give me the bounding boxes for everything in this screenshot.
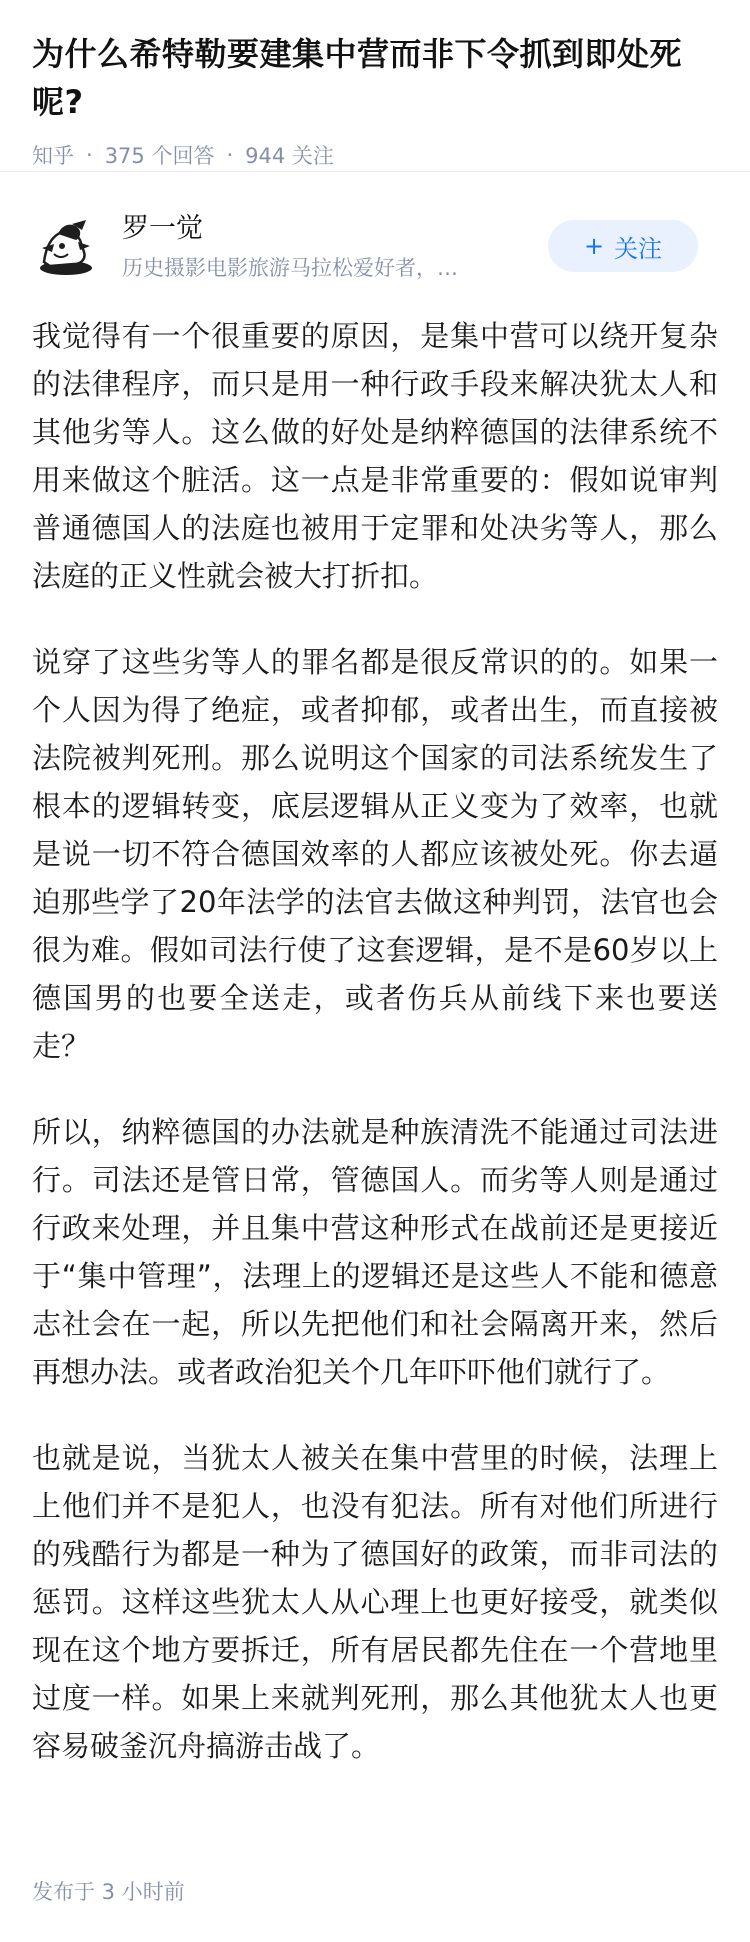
follower-count: 944 关注 <box>245 144 334 168</box>
follow-button-label: 关注 <box>614 234 663 263</box>
answer-paragraph: 所以，纳粹德国的办法就是种族清洗不能通过司法进行。司法还是管日常，管德国人。而劣等人则是通过行政来处理，并且集中营这种形式在战前还是更接近于“集中管理”，法理上的逻辑还是这些人不能和德意志社会在一起，所以先把他们和社会隔离开来，然后再想办法。或者政治犯关个几年吓吓他们就行了。 <box>32 1115 718 1389</box>
avatar[interactable] <box>32 212 100 280</box>
answer-paragraph: 也就是说，当犹太人被关在集中营里的时候，法理上上他们并不是犯人，也没有犯法。所有对他们所进行的残酷行为都是一种为了德国好的政策，而非司法的惩罚。这样这些犹太人从心理上也更好接受，就类似现在这个地方要拆迁，所有居民都先住在一个营地里过度一样。如果上来就判死刑，那么其他犹太人也更容易破釜沉舟搞游击战了。 <box>32 1441 718 1763</box>
answer-paragraph: 我觉得有一个很重要的原因，是集中营可以绕开复杂的法律程序，而只是用一种行政手段来解决犹太人和其他劣等人。这么做的好处是纳粹德国的法律系统不用来做这个脏活。这一点是非常重要的：假如说审判普通德国人的法庭也被用于定罪和处决劣等人，那么法庭的正义性就会被大打折扣。 <box>32 319 718 593</box>
plus-icon: + <box>583 232 605 260</box>
follow-button[interactable] <box>548 220 698 272</box>
avatar-image <box>32 212 100 280</box>
question-header <box>0 0 750 172</box>
meta-separator: · <box>86 143 93 167</box>
source-label: 知乎 <box>32 144 74 168</box>
answer-paragraph: 说穿了这些劣等人的罪名都是很反常识的的。如果一个人因为得了绝症，或者抑郁，或者出生，而直接被法院被判死刑。那么说明这个国家的司法系统发生了根本的逻辑转变，底层逻辑从正义变为了效率，也就是说一切不符合德国效率的人都应该被处死。你去逼迫那些学了20年法学的法官去做这种判罚，法官也会很为难。假如司法行使了这套逻辑，是不是60岁以上德国男的也要全送走，或者伤兵从前线下来也要送走？ <box>32 645 718 1063</box>
answer-count[interactable]: 375 个回答 <box>104 144 215 168</box>
meta-separator: · <box>226 143 234 167</box>
question-title[interactable]: 为什么希特勒要建集中营而非下令抓到即处死呢? <box>32 35 683 121</box>
answer-content <box>0 302 750 1770</box>
published-time: 发布于 3 小时前 <box>32 1880 185 1904</box>
author-bio: 历史摄影电影旅游马拉松爱好者，… <box>122 256 458 280</box>
author-card <box>0 172 750 302</box>
question-meta <box>32 140 718 170</box>
author-name[interactable]: 罗一觉 <box>122 213 203 244</box>
